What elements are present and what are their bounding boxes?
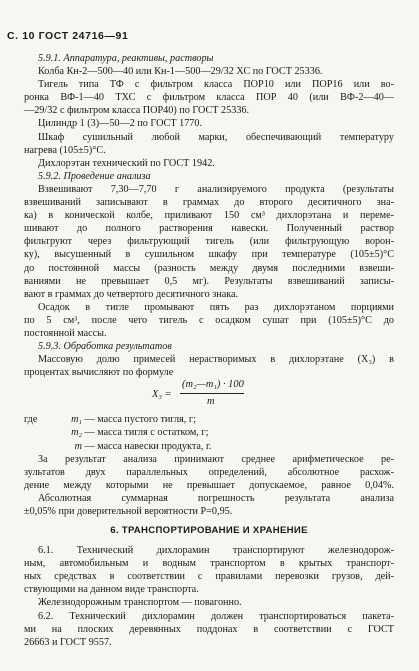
text-line: ным, автомобильным и водным транспортом в крытых транспорт- xyxy=(24,558,394,570)
legend-symbol: m xyxy=(74,440,82,452)
section-title: 6. ТРАНСПОРТИРОВАНИЕ И ХРАНЕНИЕ xyxy=(110,525,308,537)
text-line: Железнодорожным транспортом — повагонно. xyxy=(38,597,242,609)
text-line: ронка ВФ-1—40 ТХС с фильтром класса ПОР 40 (или ВФ-2—40— xyxy=(24,92,394,104)
formula-numerator: (m₂—m₁) · 100 xyxy=(182,379,244,391)
formula-denominator: m xyxy=(207,396,215,408)
text-line: фильтруют через фильтрующий тигель (или фильтрующую ворон- xyxy=(24,236,394,248)
text-line: до постоянной массы (разность между двумя последними взвеши- xyxy=(24,262,394,274)
text-line: 5.9.1. Аппаратура, реактивы, растворы xyxy=(38,53,214,64)
text-line: ±0,05% при доверительной вероятности P=0,95. xyxy=(24,506,233,517)
text-line: постоянной массы. xyxy=(24,327,107,339)
text-line: 6.2. Технический дихлорамин должен транспортироваться пакета- xyxy=(38,610,394,622)
legend-line xyxy=(24,413,394,426)
document-body xyxy=(24,52,394,649)
text-line: Абсолютная суммарная погрешность результата анализа xyxy=(38,492,394,504)
text-line: Массовую долю примесей нерастворимых в дихлорэтане (X₃) в xyxy=(38,354,394,366)
text-line: Дихлорэтан технический по ГОСТ 1942. xyxy=(38,157,215,169)
text-line: 26663 и ГОСТ 9557. xyxy=(24,636,112,648)
text-line: 5.9.2. Проведение анализа xyxy=(38,170,151,182)
text-line: 5.9.3. Обработка результатов xyxy=(38,341,172,353)
text-line: нагрева (105±5)°С. xyxy=(24,144,106,156)
legend-lead: где xyxy=(24,414,38,426)
text-line: ствующими на данном виде транспорта. xyxy=(24,584,199,596)
text-line: вают в граммах до четвертого десятичного знака. xyxy=(24,288,239,300)
legend-symbol: m₁ xyxy=(71,414,82,426)
text-line: зультатов двух параллельных определений, абсолютное расхож- xyxy=(24,466,394,478)
text-line: —29/32 с фильтром класса ПОР40) по ГОСТ 25336. xyxy=(24,105,250,117)
text-block-result xyxy=(24,453,394,518)
formula-legend xyxy=(24,413,394,452)
text-line: дение между которыми не превышает допускаемое, равное 0,04%. xyxy=(24,479,394,491)
text-line: За результат анализа принимают среднее арифметическое ре- xyxy=(38,453,394,465)
text-line: Цилиндр 1 (3)—50—2 по ГОСТ 1770. xyxy=(38,118,203,130)
formula-x3 xyxy=(24,379,394,413)
legend-text: — масса пустого тигля, г; xyxy=(82,414,196,426)
fraction-bar xyxy=(180,393,244,394)
text-line: ка) в конической колбе, приливают 150 см³ дихлорэтана и переме- xyxy=(24,210,394,222)
text-line: ми на плоских деревянных поддонах в соответствии с ГОСТ xyxy=(24,623,394,635)
text-line: Колба Кн-2—500—40 или Кн-1—500—29/32 ХС по ГОСТ 25336. xyxy=(38,66,323,78)
text-line: Осадок в тигле промывают пять раз дихлорэтаном порциями xyxy=(38,301,394,313)
legend-line xyxy=(24,426,394,439)
text-line: взвешиваний записывают в граммах до второго десятичного зна- xyxy=(24,197,394,209)
text-line: по 5 см³, после чего тигель с осадком сушат при (105±5)°С до xyxy=(24,314,394,326)
text-block-transport xyxy=(24,544,394,649)
text-line: Шкаф сушильный любой марки, обеспечивающий температуру xyxy=(38,131,394,143)
legend-symbol: m₂ xyxy=(71,427,82,439)
text-line: Взвешивают 7,30—7,70 г анализируемого продукта (результаты xyxy=(38,183,394,195)
legend-text: — масса тигля с остатком, г; xyxy=(82,427,209,439)
text-line: ных средствах в соответствии с правилами перевозки грузов, дей- xyxy=(24,571,394,583)
legend-text: — масса навески продукта, г. xyxy=(82,440,212,452)
text-line: процентах вычисляют по формуле xyxy=(24,367,174,379)
text-line: 6.1. Технический дихлорамин транспортируют железнодорож- xyxy=(38,545,394,557)
legend-line xyxy=(24,440,394,453)
formula-lhs: X₃ = xyxy=(152,389,172,401)
text-line: Тигель типа ТФ с фильтром класса ПОР10 или ПОР16 или во- xyxy=(38,79,394,91)
text-line: шивают до полного растворения навески. Полученный раствор xyxy=(24,223,394,235)
text-line: ваниями не превышает 0,5 мг). Результаты взвешиваний записы- xyxy=(24,275,394,287)
text-block-methods xyxy=(24,52,394,379)
page-header: С. 10 ГОСТ 24716—91 xyxy=(7,30,129,42)
text-line: ку), высушенный в сушильном шкафу при температуре (105±5)°С xyxy=(24,249,394,261)
